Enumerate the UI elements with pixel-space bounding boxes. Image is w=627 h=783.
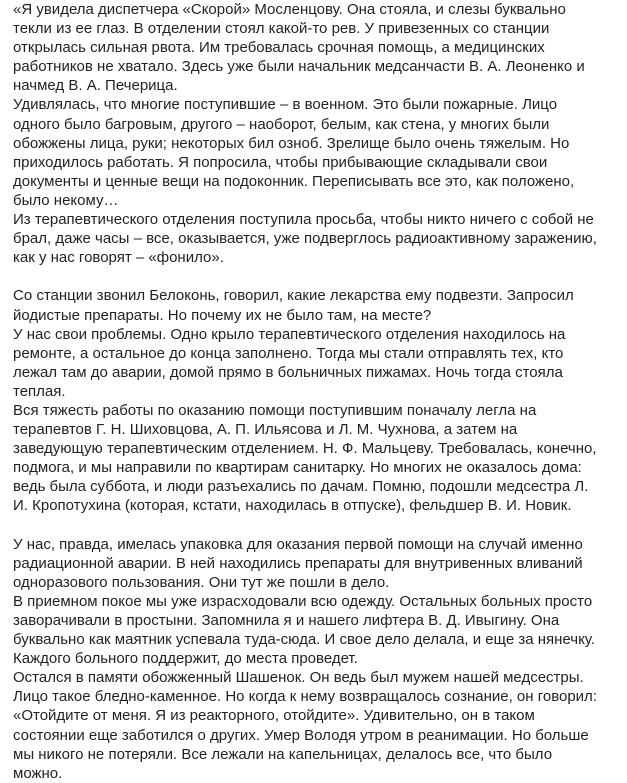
- text-line: заведующую терапевтическим отделением. Н. Ф. Мальцеву. Требовалась, конечно,: [13, 440, 597, 458]
- text-line: йодистые препараты. Но почему их не было там, на месте?: [13, 306, 432, 324]
- text-line: было некому…: [13, 191, 119, 209]
- text-line: можно.: [13, 764, 63, 782]
- paragraph: [13, 0, 615, 267]
- paragraph: [13, 535, 615, 783]
- text-line: мы никого не потеряли. Все лежали на капельницах, делалось все, что было: [13, 745, 553, 763]
- text-line: работников не хватало. Здесь уже были начальник медсанчасти В. А. Леоненко и: [13, 58, 585, 76]
- paragraph-gap: [13, 516, 615, 535]
- paragraph-gap: [13, 267, 615, 286]
- text-line: В приемном покое мы уже израсходовали всю одежду. Остальных больных просто: [13, 592, 593, 610]
- text-line: Остался в памяти обожженный Шашенок. Он ведь был мужем нашей медсестры.: [13, 669, 584, 687]
- text-line: терапевтов Г. Н. Шиховцова, А. П. Ильясова и Л. М. Чухнова, а затем на: [13, 421, 518, 439]
- text-line: одного было багровым, другого – наоборот, белым, как стена, у многих были: [13, 115, 550, 133]
- text-line: И. Кропотухина (которая, кстати, находилась в отпуске), фельдшер В. И. Новик.: [13, 497, 572, 515]
- text-line: «Отойдите от меня. Я из реакторного, отойдите». Удивительно, он в таком: [13, 707, 535, 725]
- text-line: теплая.: [13, 382, 66, 400]
- text-line: Каждого больного поддержит, до места проведет.: [13, 650, 358, 668]
- text-line: подмога, и мы направили по квартирам санитарку. Но многих не оказалось дома:: [13, 459, 582, 477]
- text-line: обожжены лица, руки; некоторых бил озноб. Зрелище было очень тяжелым. Но: [13, 134, 570, 152]
- text-line: У нас, правда, имелась упаковка для оказания первой помощи на случай именно: [13, 535, 583, 553]
- text-line: Лицо такое бледно-каменное. Но когда к нему возвращалось сознание, он говорил:: [13, 688, 597, 706]
- paragraph: [13, 286, 615, 515]
- text-line: Вся тяжесть работы по оказанию помощи поступившим поначалу легла на: [13, 401, 537, 419]
- text-line: Удивлялась, что многие поступившие – в военном. Это были пожарные. Лицо: [13, 96, 558, 114]
- text-line: как у нас говорят – «фонило».: [13, 249, 224, 267]
- text-line: брал, даже часы – все, оказывается, уже подверглось радиоактивному заражению,: [13, 230, 597, 248]
- text-line: Из терапевтического отделения поступила просьба, чтобы никто ничего с собой не: [13, 211, 594, 229]
- text-line: буквально как маятник успевала туда-сюда. И свое дело делала, и еще за нянечку.: [13, 631, 595, 649]
- text-line: Со станции звонил Белоконь, говорил, какие лекарства ему подвезти. Запросил: [13, 287, 574, 305]
- text-line: состоянии еще заботился о других. Умер Володя утром в реанимации. Но больше: [13, 726, 589, 744]
- text-line: приходилось работать. Я попросила, чтобы прибывающие складывали свои: [13, 153, 548, 171]
- text-line: радиационной аварии. В ней находились препараты для внутривенных вливаний: [13, 554, 583, 572]
- text-line: У нас свои проблемы. Одно крыло терапевтического отделения находилось на: [13, 325, 566, 343]
- text-line: «Я увидела диспетчера «Скорой» Мосленцову. Она стояла, и слезы буквально: [13, 1, 566, 18]
- text-line: ремонте, а остальное до конца заполнено. Тогда мы стали отправлять тех, кто: [13, 344, 564, 362]
- text-line: открылась сильная рвота. Им требовалась срочная помощь, а медицинских: [13, 39, 545, 57]
- text-line: заворачивали в простыни. Запомнила я и нашего лифтера В. Д. Ивыгину. Она: [13, 612, 560, 629]
- text-line: ведь была суббота, и люди разъехались по дачам. Помню, подошли медсестра Л.: [13, 478, 589, 496]
- text-line: начмед В. А. Печерица.: [13, 77, 178, 95]
- text-line: одноразового пользования. Они тут же пошли в дело.: [13, 573, 390, 591]
- text-line: текли из ее глаз. В отделении стоял какой-то рев. У привезенных со станции: [13, 20, 550, 38]
- text-line: лежал там до аварии, домой прямо в больничных пижамах. Ночь тогда стояла: [13, 363, 563, 381]
- text-line: документы и ценные вещи на подоконник. Переписывать все это, как положено,: [13, 172, 575, 190]
